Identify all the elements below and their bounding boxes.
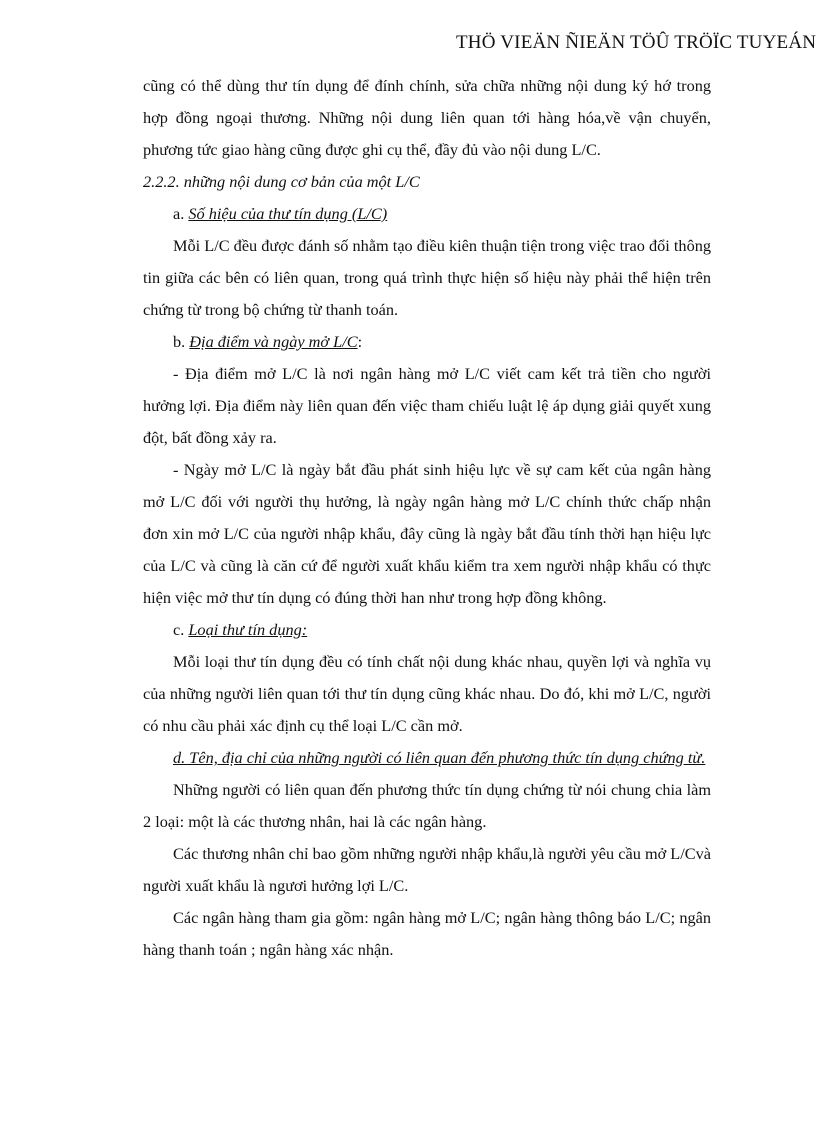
subheading-a bbox=[143, 198, 711, 230]
section-heading: 2.2.2. những nội dung cơ bản của một L/C bbox=[143, 172, 420, 191]
document-body bbox=[143, 70, 711, 966]
paragraph-a: Mỗi L/C đều được đánh số nhằm tạo điều kiên thuận tiện trong việc trao đổi thông tin giữa các bên có liên quan, trong quá trình thực hiện số hiệu này phải thể hiện trên chứng từ trong bộ chứng từ thanh toán. bbox=[143, 236, 711, 319]
subheading-b bbox=[143, 326, 711, 358]
subheading-a-title: Số hiệu của thư tín dụng (L/C) bbox=[188, 204, 388, 223]
subheading-a-prefix: a. bbox=[173, 204, 189, 223]
subheading-c-title: Loại thư tín dụng: bbox=[188, 620, 308, 639]
subheading-d: d. Tên, địa chỉ của những người có liên quan đến phương thức tín dụng chứng từ. bbox=[173, 748, 706, 767]
subheading-b-prefix: b. bbox=[173, 332, 190, 351]
subheading-b-suffix: : bbox=[357, 332, 363, 351]
subheading-c bbox=[143, 614, 711, 646]
paragraph-d-3: Các ngân hàng tham gia gồm: ngân hàng mở L/C; ngân hàng thông báo L/C; ngân hàng thanh toán ; ngân hàng xác nhận. bbox=[143, 908, 711, 959]
subheading-b-title: Địa điểm và ngày mở L/C bbox=[189, 332, 358, 351]
subheading-c-prefix: c. bbox=[173, 620, 189, 639]
paragraph-d-1: Những người có liên quan đến phương thức tín dụng chứng từ nói chung chia làm 2 loại: một là các thương nhân, hai là các ngân hàng. bbox=[143, 780, 711, 831]
paragraph-c: Mỗi loại thư tín dụng đều có tính chất nội dung khác nhau, quyền lợi và nghĩa vụ của những người liên quan tới thư tín dụng cũng khác nhau. Do đó, khi mở L/C, người có nhu cầu phải xác định cụ thể loại L/C cần mở. bbox=[143, 652, 711, 735]
paragraph-intro: cũng có thể dùng thư tín dụng để đính chính, sửa chữa những nội dung ký hớ trong hợp đồng ngoại thương. Những nội dung liên quan tới hàng hóa,về vận chuyển, phương tức giao hàng cũng được ghi cụ thể, đầy đủ vào nội dung L/C. bbox=[143, 76, 711, 159]
page-header: THÖ VIEÄN ÑIEÄN TÖÛ TRÖÏC TUYEÁN bbox=[456, 32, 816, 53]
paragraph-b-location: - Địa điểm mở L/C là nơi ngân hàng mở L/C viết cam kết trả tiền cho người hưởng lợi. Địa điểm này liên quan đến việc tham chiếu luật lệ áp dụng giải quyết xung đột, bất đồng xảy ra. bbox=[143, 364, 711, 447]
paragraph-d-2: Các thương nhân chỉ bao gồm những người nhập khẩu,là người yêu cầu mở L/Cvà người xuất khẩu là ngươi hưởng lợi L/C. bbox=[143, 844, 711, 895]
paragraph-b-date: - Ngày mở L/C là ngày bắt đầu phát sinh hiệu lực về sự cam kết của ngân hàng mở L/C đối với người thụ hưởng, là ngày ngân hàng mở L/C chính thức chấp nhận đơn xin mở L/C của người nhập khẩu, đây cũng là ngày bắt đầu tính thời hạn hiệu lực của L/C và cũng là căn cứ để người xuất khẩu kiểm tra xem người nhập khẩu có thực hiện việc mở thư tín dụng có đúng thời han như trong hợp đồng không. bbox=[143, 460, 711, 607]
